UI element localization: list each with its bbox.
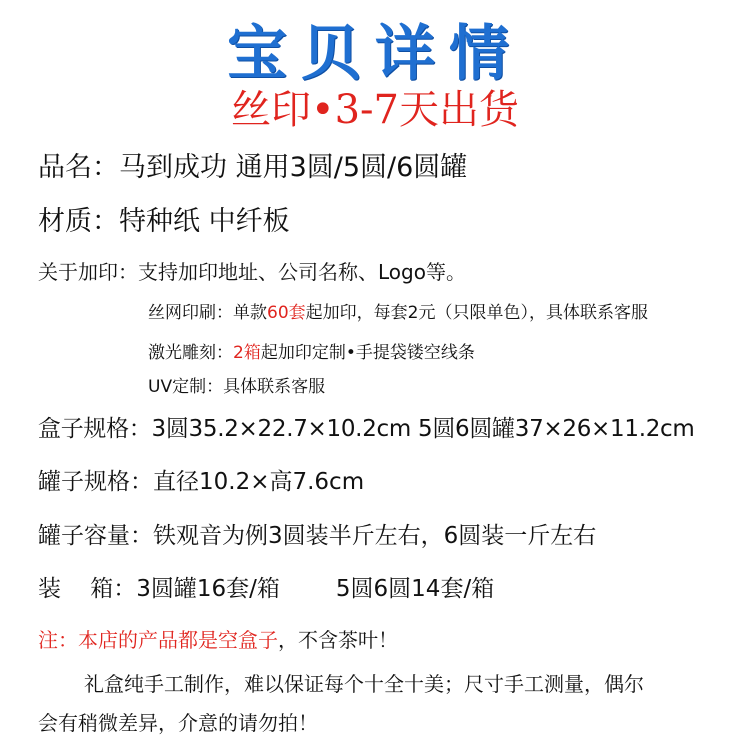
disclaimer-line-2: 会有稍微差异，介意的请勿拍！	[38, 711, 318, 735]
can-capacity-row	[38, 517, 596, 550]
silk-print-prefix: 丝网印刷：单款	[148, 303, 267, 323]
can-spec-row	[38, 463, 364, 496]
laser-print-suffix: 起加印定制•手提袋镂空线条	[260, 343, 475, 363]
product-name-value: 马到成功 通用3圆/5圆/6圆罐	[119, 152, 468, 183]
can-capacity-label: 罐子容量：	[38, 523, 153, 549]
product-name-row	[38, 145, 467, 184]
notice-black-text: ，不含茶叶！	[278, 628, 398, 652]
material-row	[38, 199, 290, 238]
can-capacity-value: 铁观音为例3圆装半斤左右，6圆装一斤左右	[153, 523, 597, 549]
packing-row	[38, 570, 494, 603]
material-label: 材质：	[38, 206, 119, 237]
silk-print-suffix: 起加印，每套2元（只限单色），具体联系客服	[305, 303, 648, 323]
notice	[38, 624, 398, 653]
can-spec-label: 罐子规格：	[38, 469, 153, 495]
disclaimer-line-1: 礼盒纯手工制作，难以保证每个十全十美；尺寸手工测量，偶尔	[84, 672, 644, 696]
notice-red-text: 注：本店的产品都是空盒子	[38, 628, 278, 652]
uv-print-row: UV定制：具体联系客服	[148, 377, 326, 397]
box-spec-value: 3圆35.2×22.7×10.2cm 5圆6圆罐37×26×11.2cm	[151, 416, 695, 442]
silk-print-highlight: 60套	[267, 303, 306, 323]
print-value: 支持加印地址、公司名称、Logo等。	[138, 260, 466, 284]
print-label: 关于加印：	[38, 260, 138, 284]
silk-print-row	[148, 298, 648, 323]
print-row	[38, 256, 466, 285]
product-name-label: 品名：	[38, 152, 119, 183]
page-subtitle: 丝印•3-7天出货	[230, 87, 519, 133]
page-title: 宝贝详情	[227, 19, 523, 89]
can-spec-value: 直径10.2×高7.6cm	[153, 469, 365, 495]
packing-value-1: 3圆罐16套/箱	[136, 576, 280, 602]
laser-print-row	[148, 338, 475, 363]
material-value: 特种纸 中纤板	[119, 206, 290, 237]
box-spec-label: 盒子规格：	[38, 416, 152, 442]
laser-print-prefix: 激光雕刻：	[148, 343, 233, 363]
packing-label: 装 箱：	[38, 576, 137, 602]
box-spec-row	[38, 410, 695, 443]
packing-value-2: 5圆6圆14套/箱	[335, 576, 495, 602]
laser-print-highlight: 2箱	[233, 343, 261, 363]
